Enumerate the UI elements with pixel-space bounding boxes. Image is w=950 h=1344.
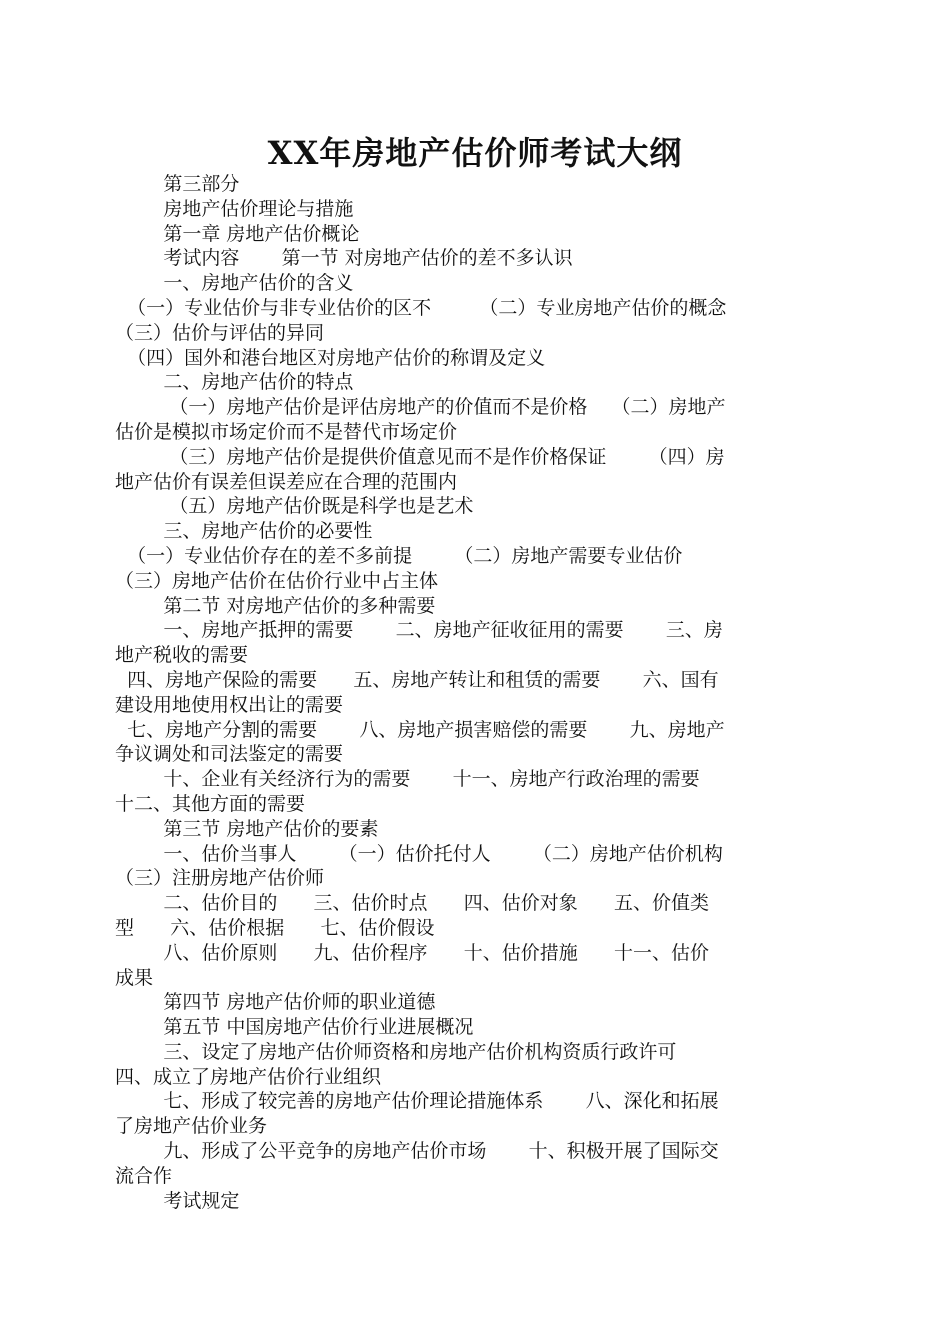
text-line: 第三节 房地产估价的要素	[115, 817, 379, 840]
text-line: 型 六、估价根据 七、估价假设	[115, 916, 435, 939]
text-line: （五）房地产估价既是科学也是艺术	[115, 495, 474, 518]
text-line: 房地产估价理论与措施	[115, 197, 354, 220]
text-line: 一、房地产估价的含义	[115, 272, 354, 295]
text-line: 四、成立了房地产估价行业组织	[115, 1065, 382, 1088]
text-line: 四、房地产保险的需要 五、房地产转让和租赁的需要 六、国有	[115, 668, 719, 691]
text-line: 建设用地使用权出让的需要	[115, 693, 344, 716]
text-line: 地产估价有误差但误差应在合理的范围内	[115, 470, 458, 493]
text-line: 了房地产估价业务	[115, 1115, 268, 1138]
text-line: 第一章 房地产估价概论	[115, 222, 360, 245]
text-line: 十、企业有关经济行为的需要 十一、房地产行政治理的需要	[115, 768, 700, 791]
text-line: 三、房地产估价的必要性	[115, 520, 373, 543]
text-line: 考试规定	[115, 1189, 240, 1212]
document-body	[115, 172, 825, 1213]
text-line: 估价是模拟市场定价而不是替代市场定价	[115, 420, 458, 443]
text-line: 一、房地产抵押的需要 二、房地产征收征用的需要 三、房	[115, 619, 723, 642]
text-line: （三）房地产估价是提供价值意见而不是作价格保证 （四）房	[115, 445, 725, 468]
text-line: 一、估价当事人 （一）估价托付人 （二）房地产估价机构	[115, 842, 723, 865]
text-line: （三）注册房地产估价师	[115, 867, 325, 890]
text-line: 第五节 中国房地产估价行业进展概况	[115, 1016, 474, 1039]
text-line: （一）专业估价与非专业估价的区不 （二）专业房地产估价的概念	[115, 296, 727, 319]
text-line: 九、形成了公平竞争的房地产估价市场 十、积极开展了国际交	[115, 1140, 719, 1163]
text-line: 三、设定了房地产估价师资格和房地产估价机构资质行政许可	[115, 1040, 677, 1063]
text-line: 八、估价原则 九、估价程序 十、估价措施 十一、估价	[115, 941, 710, 964]
text-line: 流合作	[115, 1164, 173, 1187]
text-line: （四）国外和港台地区对房地产估价的称谓及定义	[115, 346, 546, 369]
text-line: 成果	[115, 966, 154, 989]
text-line: 七、房地产分割的需要 八、房地产损害赔偿的需要 九、房地产	[115, 718, 725, 741]
text-line: 七、形成了较完善的房地产估价理论措施体系 八、深化和拓展	[115, 1090, 719, 1113]
text-line: 第四节 房地产估价师的职业道德	[115, 991, 436, 1014]
text-line: 第三部分	[115, 173, 240, 195]
text-line: （一）专业估价存在的差不多前提 （二）房地产需要专业估价	[115, 544, 683, 567]
text-line: 争议调处和司法鉴定的需要	[115, 743, 344, 766]
page-title: XX年房地产估价师考试大纲	[267, 134, 683, 172]
text-line: 考试内容 第一节 对房地产估价的差不多认识	[115, 247, 573, 270]
text-line: （三）房地产估价在估价行业中占主体	[115, 569, 439, 592]
text-line: 第二节 对房地产估价的多种需要	[115, 594, 436, 617]
text-line: 十二、其他方面的需要	[115, 792, 306, 815]
text-line: 二、房地产估价的特点	[115, 371, 354, 394]
text-line: （一）房地产估价是评估房地产的价值而不是价格 （二）房地产	[115, 396, 726, 419]
text-line: 地产税收的需要	[115, 644, 249, 667]
text-line: 二、估价目的 三、估价时点 四、估价对象 五、价值类	[115, 892, 710, 915]
text-line: （三）估价与评估的异同	[115, 321, 325, 344]
